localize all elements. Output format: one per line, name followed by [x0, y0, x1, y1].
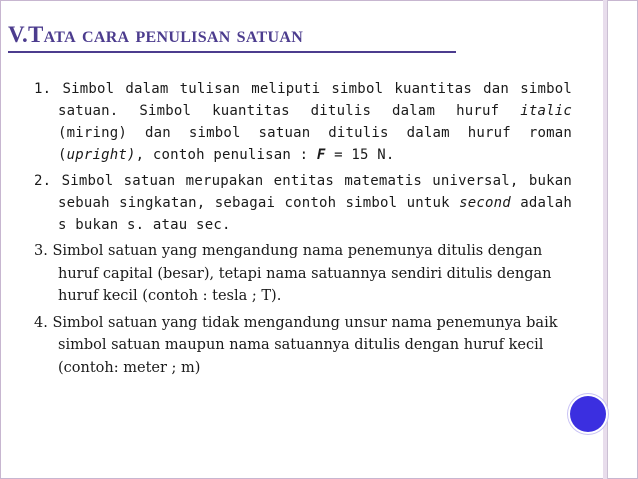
item-number: 2.	[34, 173, 52, 189]
item-text: (miring) dan simbol satuan ditulis dalam huruf roman (	[58, 125, 572, 163]
item-emphasis: upright)	[66, 147, 136, 163]
slide-side-rule-line	[607, 0, 608, 479]
item-text: Simbol satuan yang tidak mengandung unsur nama penemunya baik simbol satuan maupun nama satuannya ditulis dengan huruf kecil (contoh: meter ; m)	[52, 314, 558, 376]
item-text: Simbol dalam tulisan meliputi simbol kuantitas dan simbol satuan. Simbol kuantitas ditulis dalam huruf	[58, 81, 572, 119]
list-item	[34, 170, 572, 236]
item-text: , contoh penulisan :	[135, 147, 317, 163]
rules-list	[34, 78, 572, 383]
item-number: 3.	[34, 243, 48, 259]
item-text: = 15 N.	[325, 147, 395, 163]
item-text: Simbol satuan yang mengandung nama penemunya ditulis dengan huruf capital (besar), tetapi nama satuannya sendiri ditulis dengan huruf kecil (contoh : tesla ; T).	[52, 243, 552, 304]
item-emphasis: italic	[520, 103, 572, 119]
item-text: adalah s bukan s. atau sec.	[58, 195, 573, 233]
slide-title: V.Tata cara penulisan satuan	[8, 22, 304, 47]
item-number: 4.	[34, 314, 48, 331]
title-underline	[8, 51, 456, 53]
circle-decoration	[570, 396, 606, 432]
list-item	[34, 78, 572, 166]
item-emphasis: second	[459, 195, 511, 211]
item-number: 1.	[34, 81, 52, 97]
item-text: Simbol satuan merupakan entitas matematis universal, bukan sebuah singkatan, sebagai contoh simbol untuk	[58, 173, 572, 211]
list-item	[34, 312, 572, 380]
item-emphasis: F	[316, 147, 326, 163]
list-item	[34, 240, 572, 308]
